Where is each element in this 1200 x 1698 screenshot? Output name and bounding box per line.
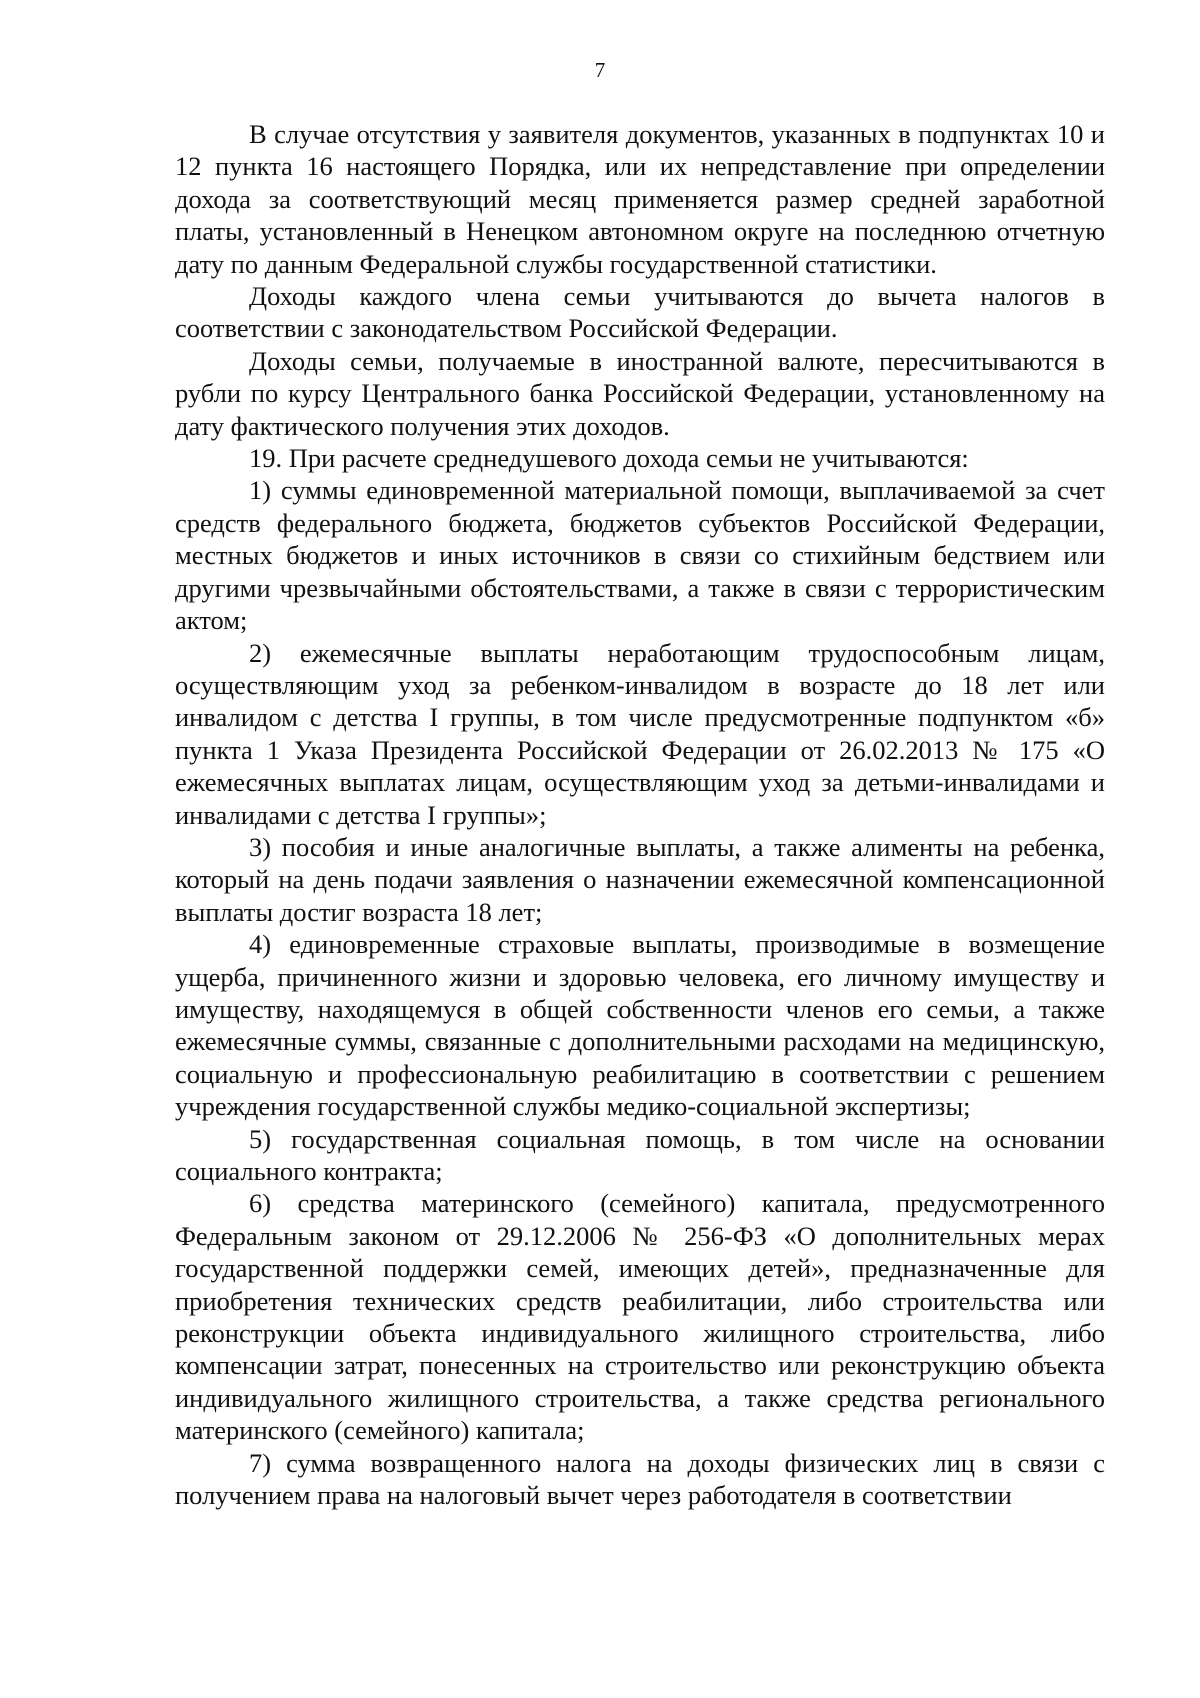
list-item-4: 4) единовременные страховые выплаты, производимые в возмещение ущерба, причиненного жизни и здоровью человека, его личному имуществу и имуществу, находящемуся в общей собственности членов его семьи, а также ежемесячные суммы, связанные с дополнительными расходами на медицинскую, социальную и профессиональную реабилитацию в соответствии с решением учреждения государственной службы медико-социальной экспертизы; — [175, 929, 1105, 1122]
list-item-1: 1) суммы единовременной материальной помощи, выплачиваемой за счет средств федерального бюджета, бюджетов субъектов Российской Федерации, местных бюджетов и иных источников в связи со стихийным бедствием или другими чрезвычайными обстоятельствами, а также в связи с террористическим актом; — [175, 475, 1105, 636]
paragraph-income-before-taxes: Доходы каждого члена семьи учитываются до вычета налогов в соответствии с законодательством Российской Федерации. — [175, 281, 1105, 344]
list-item-2: 2) ежемесячные выплаты неработающим трудоспособным лицам, осуществляющим уход за ребенком-инвалидом в возрасте до 18 лет или инвалидом с детства I группы, в том числе предусмотренные подпунктом «б» пункта 1 Указа Президента Российской Федерации от 26.02.2013 № 175 «О ежемесячных выплатах лицам, осуществляющим уход за детьми-инвалидами и инвалидами с детства I группы»; — [175, 637, 1105, 830]
paragraph-missing-documents: В случае отсутствия у заявителя документов, указанных в подпунктах 10 и 12 пункта 16 настоящего Порядка, или их непредставление при определении дохода за соответствующий месяц применяется размер средней заработной платы, установленный в Ненецком автономном округе на последнюю отчетную дату по данным Федеральной службы государственной статистики. — [175, 119, 1105, 279]
paragraph-foreign-currency: Доходы семьи, получаемые в иностранной валюте, пересчитываются в рубли по курсу Центрального банка Российской Федерации, установленному на дату фактического получения этих доходов. — [175, 345, 1105, 441]
list-item-5: 5) государственная социальная помощь, в том числе на основании социального контракта; — [175, 1123, 1105, 1186]
list-item-6: 6) средства материнского (семейного) капитала, предусмотренного Федеральным законом от 29.12.2006 № 256-ФЗ «О дополнительных мерах государственной поддержки семей, имеющих детей», предназначенные для приобретения технических средств реабилитации, либо строительства или реконструкции объекта индивидуального жилищного строительства, либо компенсации затрат, понесенных на строительство или реконструкцию объекта индивидуального жилищного строительства, а также средства регионального материнского (семейного) капитала; — [175, 1188, 1105, 1446]
list-item-7: 7) сумма возвращенного налога на доходы физических лиц в связи с получением права на налоговый вычет через работодателя в соответствии — [175, 1447, 1105, 1511]
paragraph-clause-19: 19. При расчете среднедушевого дохода семьи не учитываются: — [249, 443, 969, 474]
page-number: 7 — [594, 58, 606, 82]
document-body — [175, 118, 1105, 1511]
list-item-3: 3) пособия и иные аналогичные выплаты, а также алименты на ребенка, который на день подачи заявления о назначении ежемесячной компенсационной выплаты достиг возраста 18 лет; — [175, 831, 1105, 927]
